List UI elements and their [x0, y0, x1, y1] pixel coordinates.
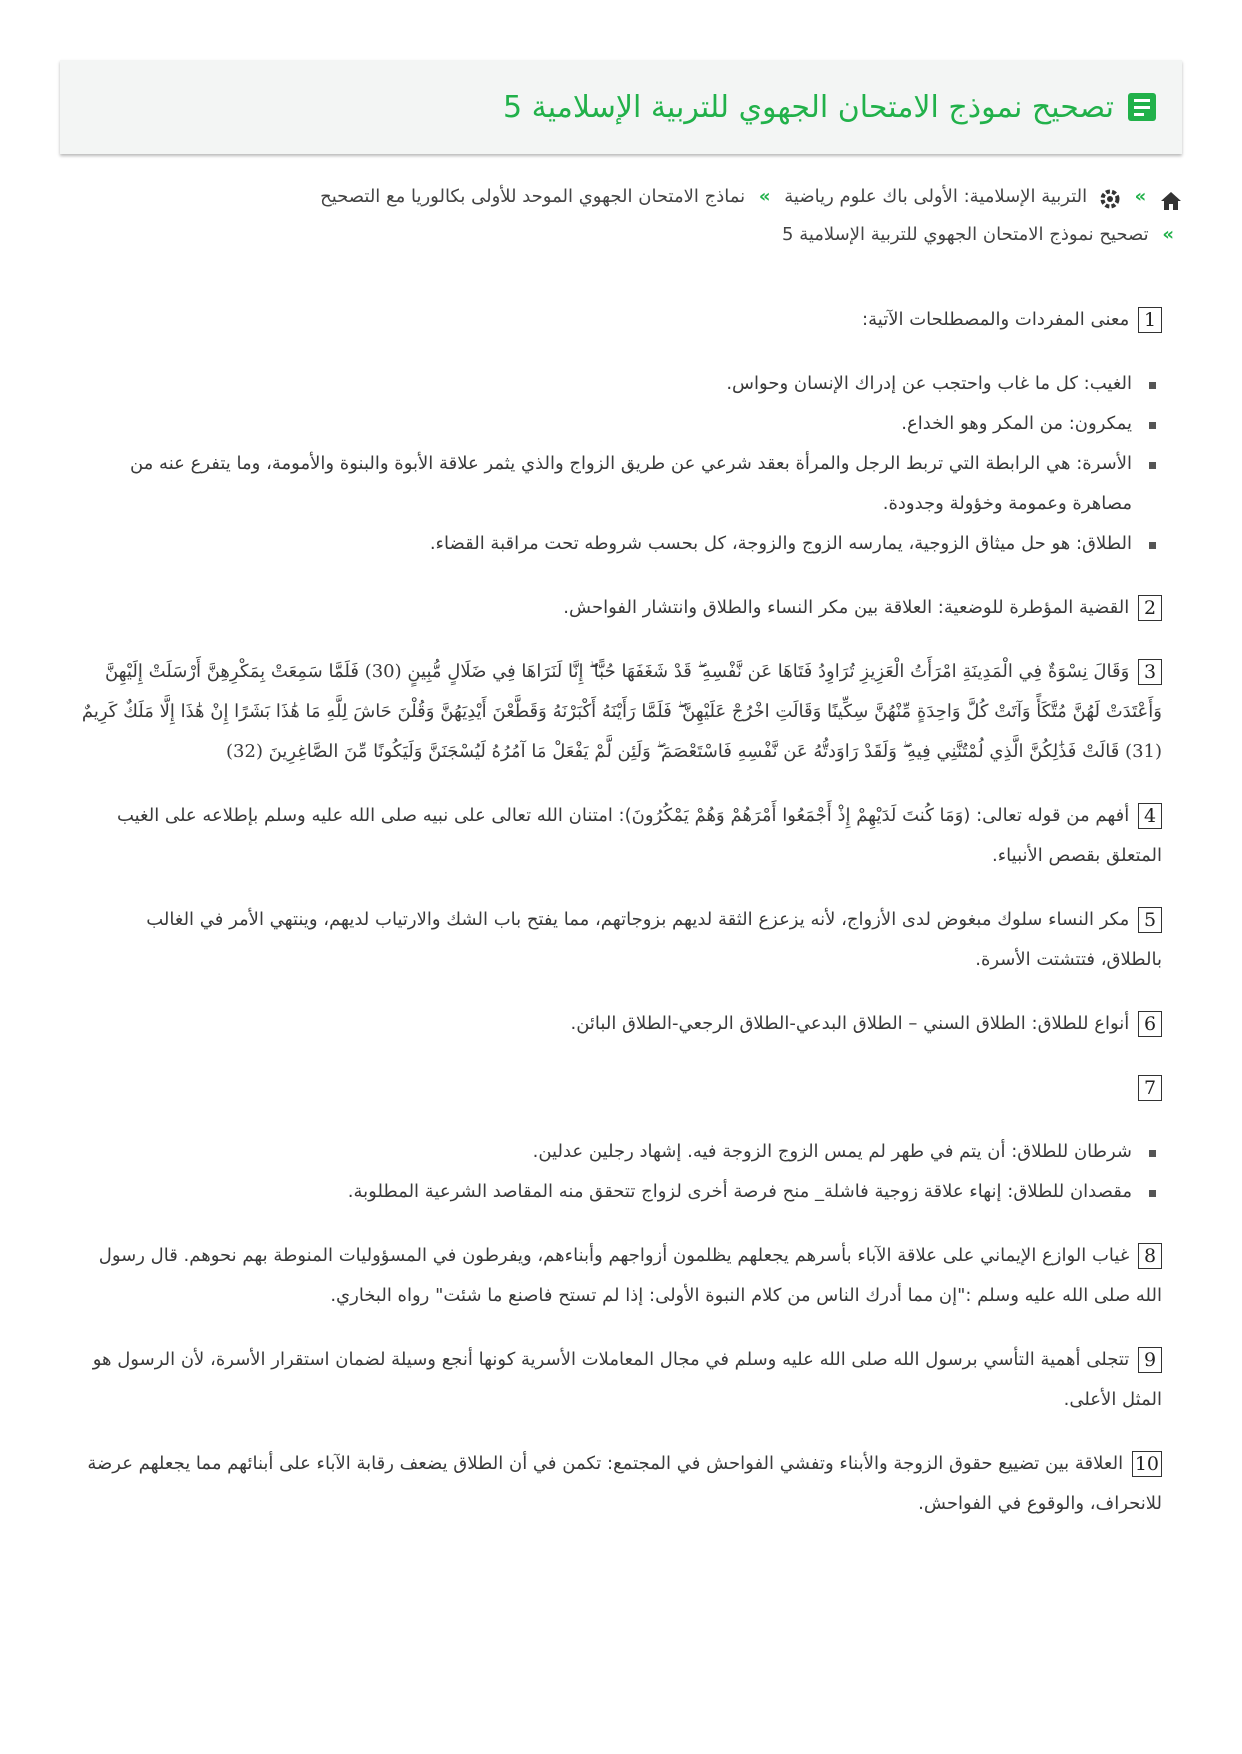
breadcrumb-separator: »: [1134, 186, 1147, 207]
question-text: العلاقة بين تضييع حقوق الزوجة والأبناء وتفشي الفواحش في المجتمع: تكمن في أن الطلاق يضعف رقابة الآباء على أبنائهم مما يجعلهم عرضة للانحراف، والوقوع في الفواحش.: [87, 1453, 1162, 1514]
question-6: [80, 1004, 1162, 1044]
page-title: تصحيح نموذج الامتحان الجهوي للتربية الإسلامية 5: [503, 89, 1114, 125]
question-number: 5: [1138, 907, 1162, 933]
question-text: القضية المؤطرة للوضعية: العلاقة بين مكر النساء والطلاق وانتشار الفواحش.: [563, 597, 1130, 618]
question-text: مكر النساء سلوك مبغوض لدى الأزواج، لأنه يزعزع الثقة لديهم بزوجاتهم، مما يفتح باب الشك والارتياب لديهم، وينتهي الأمر في الغالب بالطلاق، فتتشتت الأسرة.: [146, 909, 1162, 970]
question-2: [80, 588, 1162, 628]
conditions-list: [80, 1132, 1162, 1212]
question-number: 1: [1138, 307, 1162, 333]
question-number: 10: [1132, 1451, 1162, 1477]
page-header: [60, 60, 1182, 154]
list-item: يمكرون: من المكر وهو الخداع.: [80, 404, 1162, 444]
question-number: 3: [1138, 659, 1162, 685]
question-4: [80, 796, 1162, 876]
question-number: 7: [1138, 1075, 1162, 1101]
breadcrumb-item-exams[interactable]: نماذج الامتحان الجهوي الموحد للأولى بكالوريا مع التصحيح: [320, 186, 746, 207]
list-item: الطلاق: هو حل ميثاق الزوجية، يمارسه الزوج والزوجة، كل بحسب شروطه تحت مراقبة القضاء.: [80, 524, 1162, 564]
question-text: معنى المفردات والمصطلحات الآتية:: [862, 309, 1130, 330]
list-item: الأسرة: هي الرابطة التي تربط الرجل والمرأة بعقد شرعي عن طريق الزواج والذي يثمر علاقة الأبوة والبنوة والأمومة، وما يتفرع عنه من مصاهرة وعمومة وخؤولة وجدودة.: [80, 444, 1162, 524]
breadcrumb-item-current: تصحيح نموذج الامتحان الجهوي للتربية الإسلامية 5: [782, 224, 1149, 245]
home-icon[interactable]: [1160, 187, 1182, 207]
breadcrumb-separator: »: [1162, 224, 1174, 245]
list-item: مقصدان للطلاق: إنهاء علاقة زوجية فاشلة_ منح فرصة أخرى لزواج تتحقق منه المقاصد الشرعية المطلوبة.: [80, 1172, 1162, 1212]
question-text: غياب الوازع الإيماني على علاقة الآباء بأسرهم يجعلهم يظلمون أزواجهم وأبناءهم، ويفرطون في المسؤوليات المنوطة بهم نحوهم. قال رسول الله صلى الله عليه وسلم :"إن مما أدرك الناس من كلام النبوة الأولى: إذا لم تستح فاصنع ما شئت" رواه البخاري.: [98, 1245, 1162, 1306]
question-3: [80, 652, 1162, 772]
question-1: [80, 300, 1162, 340]
quran-verse: وَقَالَ نِسْوَةٌ فِي الْمَدِينَةِ امْرَأَتُ الْعَزِيزِ تُرَاوِدُ فَتَاهَا عَن نَّفْسِهِ ۖ قَدْ شَغَفَهَا حُبًّا ۖ إِنَّا لَنَرَاهَا فِي ضَلَالٍ مُّبِينٍ (30) فَلَمَّا سَمِعَتْ بِمَكْرِهِنَّ أَرْسَلَتْ إِلَيْهِنَّ وَأَعْتَدَتْ لَهُنَّ مُتَّكَأً وَآتَتْ كُلَّ وَاحِدَةٍ مِّنْهُنَّ سِكِّينًا وَقَالَتِ اخْرُجْ عَلَيْهِنَّ ۖ فَلَمَّا رَأَيْنَهُ أَكْبَرْنَهُ وَقَطَّعْنَ أَيْدِيَهُنَّ وَقُلْنَ حَاشَ لِلَّهِ مَا هَٰذَا بَشَرًا إِنْ هَٰذَا إِلَّا مَلَكٌ كَرِيمٌ (31) قَالَتْ فَذَٰلِكُنَّ الَّذِي لُمْتُنَّنِي فِيهِ ۖ وَلَقَدْ رَاوَدتُّهُ عَن نَّفْسِهِ فَاسْتَعْصَمَ ۖ وَلَئِن لَّمْ يَفْعَلْ مَا آمُرُهُ لَيُسْجَنَنَّ وَلَيَكُونًا مِّنَ الصَّاغِرِينَ (32): [81, 661, 1162, 762]
list-item: شرطان للطلاق: أن يتم في طهر لم يمس الزوج الزوجة فيه. إشهاد رجلين عدلين.: [80, 1132, 1162, 1172]
question-5: [80, 900, 1162, 980]
breadcrumb-item-subject[interactable]: التربية الإسلامية: الأولى باك علوم رياضية: [784, 186, 1088, 207]
breadcrumb-separator: »: [758, 186, 771, 207]
question-9: [80, 1340, 1162, 1420]
question-number: 9: [1138, 1347, 1162, 1373]
question-7: [80, 1068, 1162, 1108]
question-text: تتجلى أهمية التأسي برسول الله صلى الله عليه وسلم في مجال المعاملات الأسرية كونها أنجع وسيلة لضمان استقرار الأسرة، لأن الرسول هو المثل الأعلى.: [92, 1349, 1162, 1410]
gear-icon: [1099, 186, 1121, 208]
question-number: 2: [1138, 595, 1162, 621]
question-number: 8: [1138, 1243, 1162, 1269]
question-text: أفهم من قوله تعالى: (وَمَا كُنتَ لَدَيْهِمْ إِذْ أَجْمَعُوا أَمْرَهُمْ وَهُمْ يَمْكُرُونَ): امتنان الله تعالى على نبيه صلى الله عليه وسلم بإطلاعه على الغيب المتعلق بقصص الأنبياء.: [116, 805, 1162, 866]
question-10: [80, 1444, 1162, 1524]
question-number: 6: [1138, 1011, 1162, 1037]
definitions-list: [80, 364, 1162, 564]
breadcrumb: [122, 178, 1182, 254]
article-content: [80, 300, 1162, 1548]
question-8: [80, 1236, 1162, 1316]
question-text: أنواع للطلاق: الطلاق السني – الطلاق البدعي-الطلاق الرجعي-الطلاق البائن.: [570, 1013, 1130, 1034]
list-item: الغيب: كل ما غاب واحتجب عن إدراك الإنسان وحواس.: [80, 364, 1162, 404]
question-number: 4: [1138, 803, 1162, 829]
document-icon: [1128, 93, 1156, 121]
